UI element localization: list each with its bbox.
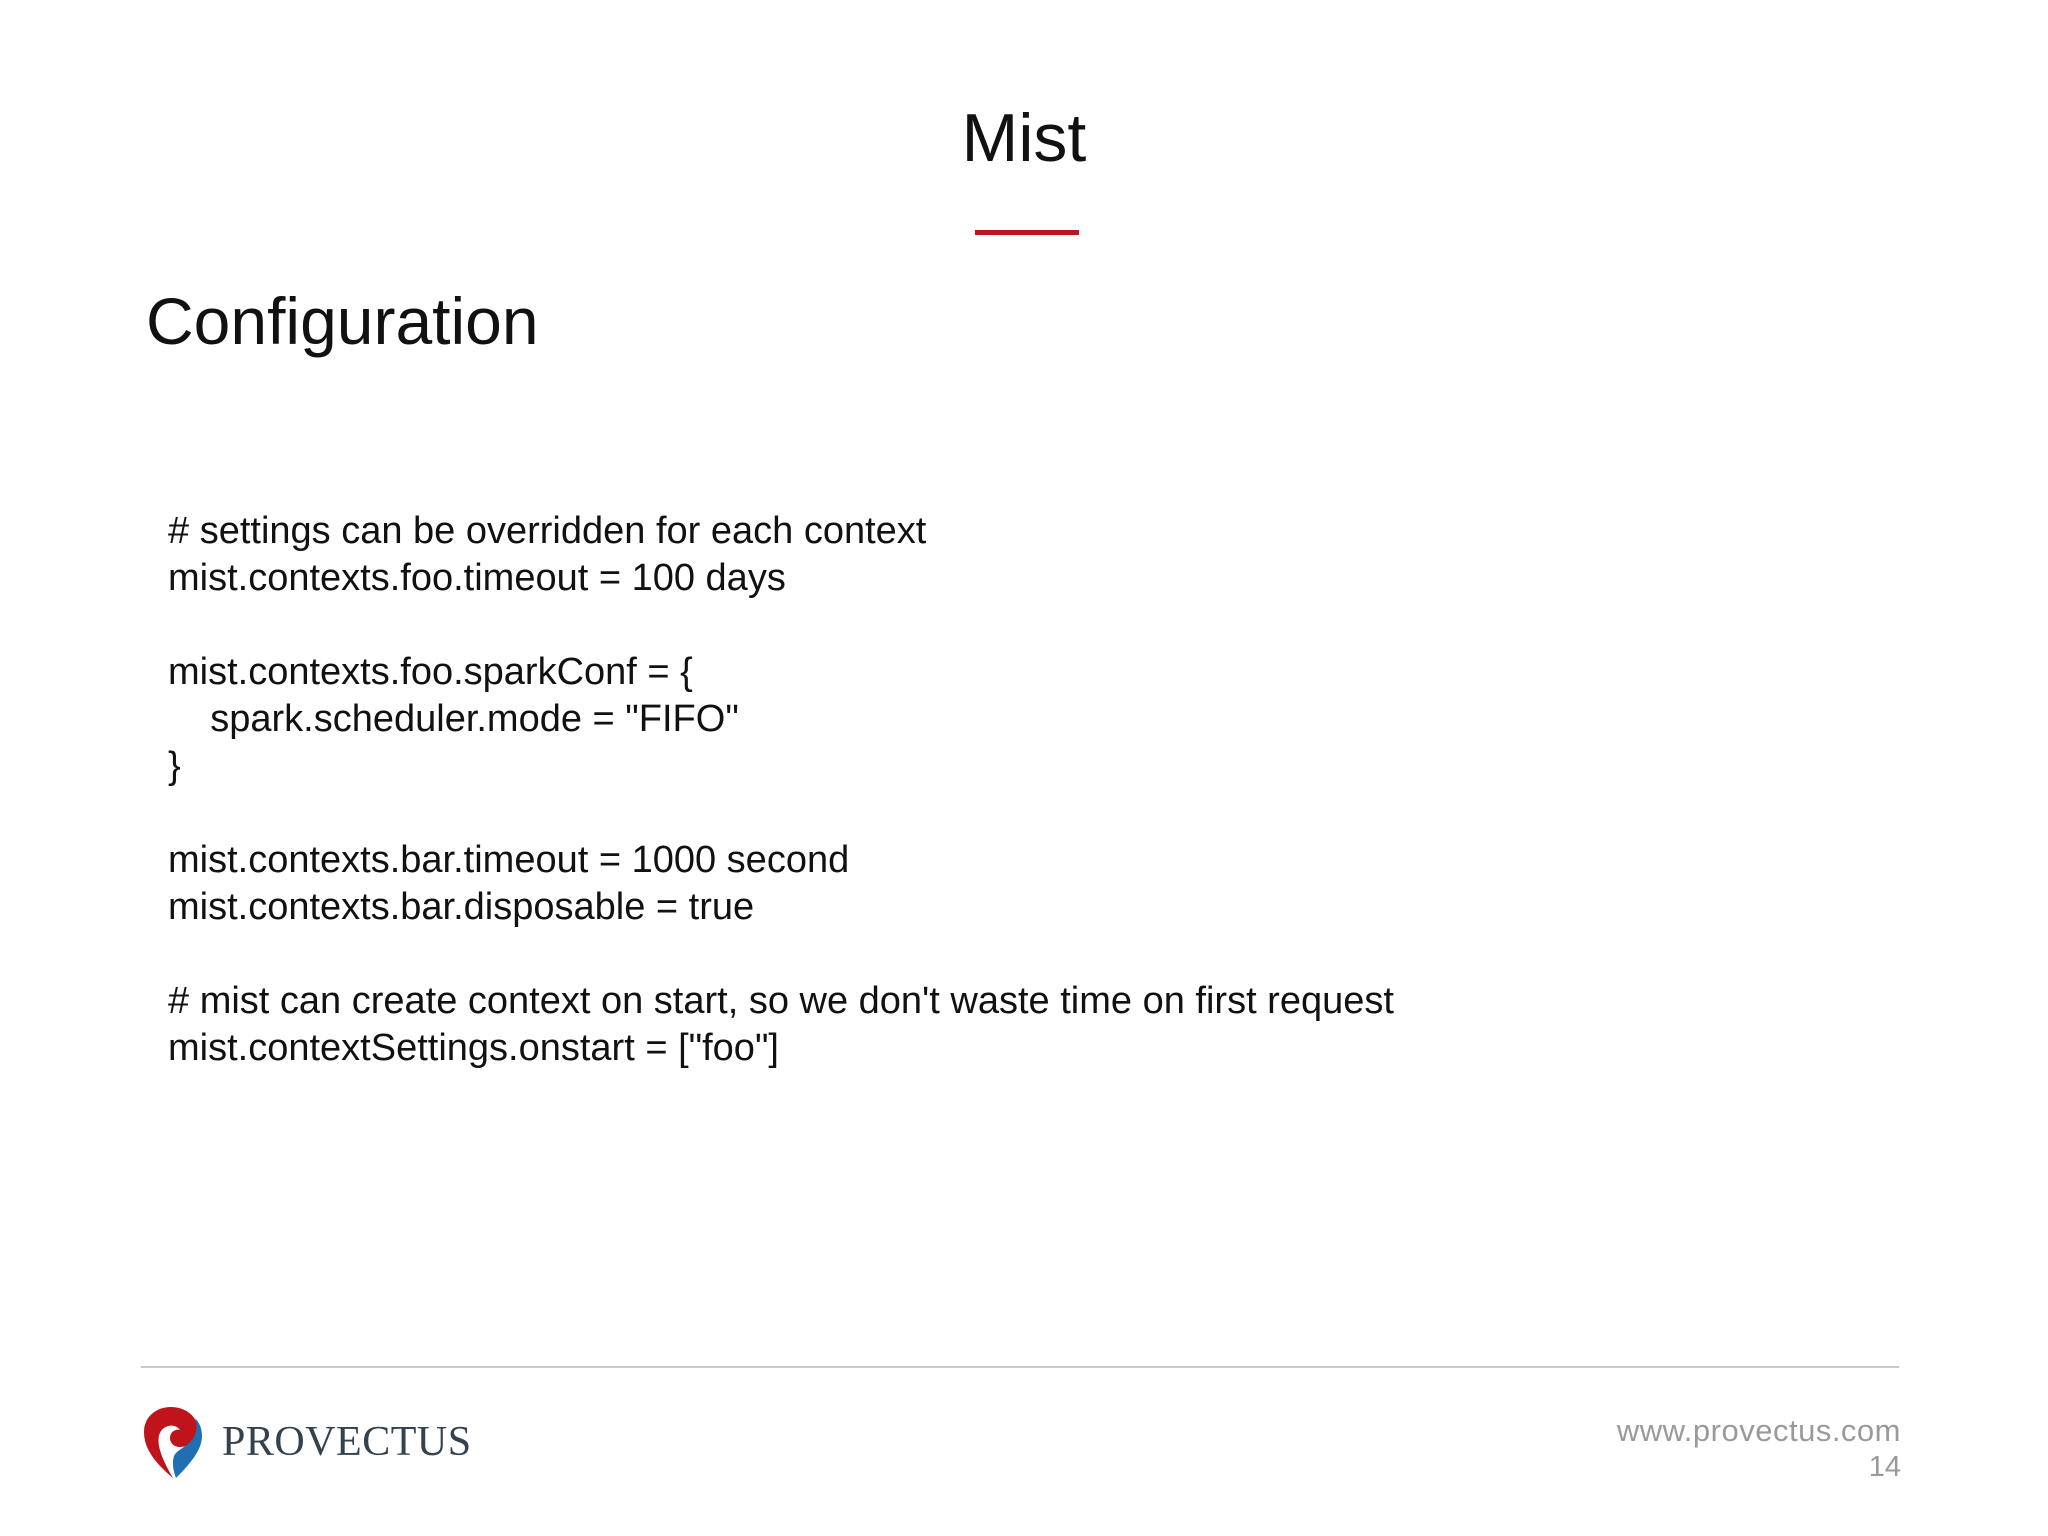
code-line: spark.scheduler.mode = "FIFO" xyxy=(168,698,739,740)
footer-divider xyxy=(141,1366,1899,1368)
code-line: mist.contexts.bar.timeout = 1000 second xyxy=(168,839,850,881)
title-underline xyxy=(975,230,1079,235)
code-line: mist.contexts.bar.disposable = true xyxy=(168,886,755,928)
section-heading: Configuration xyxy=(146,284,539,358)
code-line xyxy=(168,790,1394,837)
code-line: mist.contextSettings.onstart = ["foo"] xyxy=(168,1027,779,1069)
page-number: 14 xyxy=(1868,1451,1901,1483)
code-line: # settings can be overridden for each context xyxy=(168,510,927,552)
website-url: www.provectus.com xyxy=(1616,1413,1901,1448)
provectus-logo-icon xyxy=(140,1404,206,1480)
provectus-logo xyxy=(140,1402,472,1482)
config-code-block xyxy=(168,508,1394,1072)
code-line: mist.contexts.foo.sparkConf = { xyxy=(168,651,693,693)
code-line xyxy=(168,931,1394,978)
code-line: # mist can create context on start, so we don't waste time on first request xyxy=(168,980,1394,1022)
slide-title: Mist xyxy=(961,100,1087,176)
logo-wordmark: PROVECTUS xyxy=(222,1419,472,1465)
code-line: mist.contexts.foo.timeout = 100 days xyxy=(168,557,786,599)
code-line xyxy=(168,602,1394,649)
code-line: } xyxy=(168,745,181,787)
